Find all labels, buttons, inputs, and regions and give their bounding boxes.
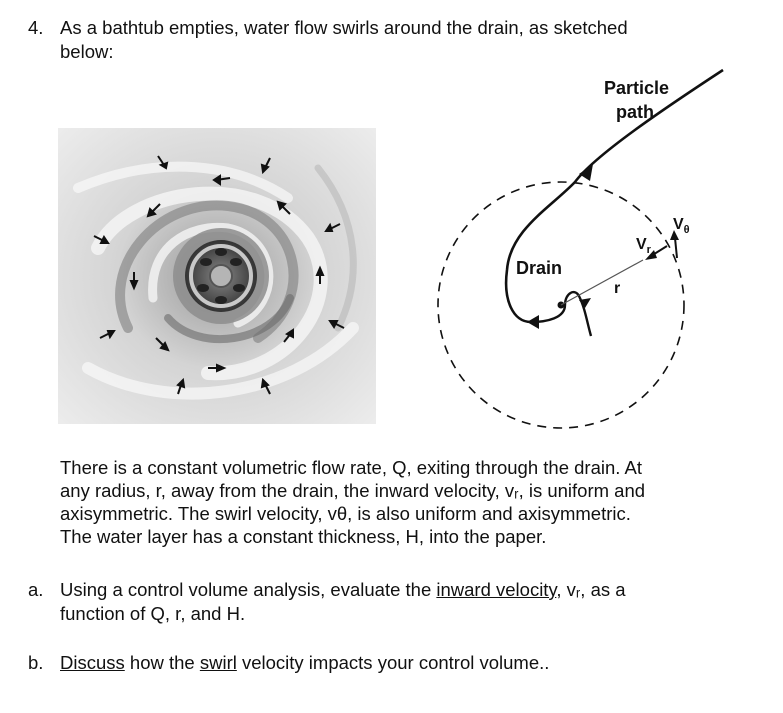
part-a-pre: Using a control volume analysis, evaluate the (60, 579, 437, 600)
radius-label: r (614, 280, 621, 297)
drain-loop-curve (531, 292, 591, 336)
part-a-line-1 (60, 578, 750, 602)
drain-label: Drain (516, 258, 563, 278)
description-line-1: There is a constant volumetric flow rate, Q, exiting through the drain. At (60, 457, 643, 478)
description-line-3: axisymmetric. The swirl velocity, vθ, is also uniform and axisymmetric. (60, 503, 631, 524)
part-b-text (60, 651, 750, 675)
drain-schematic-diagram (415, 60, 755, 440)
v-r-label: $V_r$ (636, 236, 651, 256)
question-intro-line-1: As a bathtub empties, water flow swirls around the drain, as sketched (60, 17, 628, 38)
description-line-2: any radius, r, away from the drain, the inward velocity, vᵣ, is uniform and (60, 480, 646, 501)
question-intro (60, 16, 740, 64)
v-theta-label: $V_\theta$ (673, 216, 690, 236)
part-b-mid: how the (124, 652, 200, 673)
description-line-4: The water layer has a constant thickness, H, into the paper. (60, 526, 547, 547)
part-a-label: a. (28, 579, 44, 600)
path-arrowhead-icon (579, 164, 593, 181)
problem-description (60, 456, 760, 548)
part-b-label: b. (28, 652, 44, 673)
drain-swirl-photo (58, 128, 376, 424)
part-a-line-2: function of Q, r, and H. (60, 603, 246, 624)
part-a-text (60, 578, 750, 626)
discuss-term: Discuss (60, 652, 125, 673)
question-number: 4. (28, 17, 44, 38)
radius-line (561, 260, 643, 305)
part-a-post: , vᵣ, as a (556, 579, 626, 600)
path-label: path (616, 102, 654, 122)
part-b-post: velocity impacts your control volume.. (236, 652, 550, 673)
question-intro-line-2: below: (60, 41, 114, 62)
particle-label: Particle (604, 78, 670, 98)
inward-velocity-term: inward velocity (436, 579, 557, 600)
swirl-term: swirl (199, 652, 237, 673)
loop-arrowhead-icon (527, 315, 539, 329)
